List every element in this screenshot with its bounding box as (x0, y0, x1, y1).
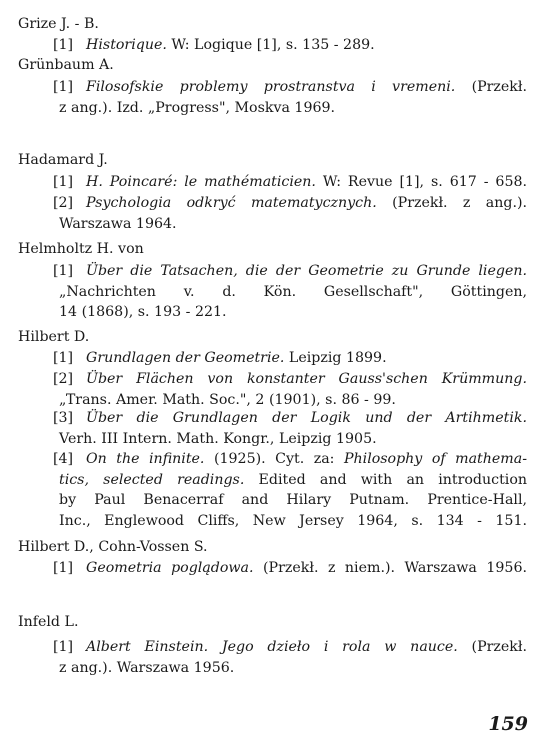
reference-line: Warszawa 1964. (59, 215, 177, 232)
reference-line: z ang.). Izd. „Progress", Moskva 1969. (59, 99, 336, 116)
reference-entry (53, 172, 527, 193)
reference-details: (Przekł. (455, 79, 528, 95)
reference-entry (53, 558, 527, 579)
reference-title: tics, selected readings. (59, 471, 245, 488)
reference-line (53, 35, 527, 56)
reference-entry (53, 408, 527, 449)
reference-entry (53, 77, 527, 118)
reference-title: Filosofskie problemy prostranstva i vremeni. (86, 79, 456, 95)
reference-line: „Trans. Amer. Math. Soc.", 2 (1901), s. 86 - 99. (59, 391, 396, 408)
reference-entry (53, 193, 527, 234)
reference-line (53, 77, 527, 98)
reference-line: „Nachrichten v. d. Kön. Gesellschaft", Göttingen, (59, 283, 527, 300)
reference-number: [1] (53, 79, 74, 95)
author-name: Hilbert D. (18, 329, 90, 345)
reference-number: [1] (53, 174, 74, 190)
reference-title: Über die Grundlagen der Logik und der Artihmetik. (86, 410, 527, 426)
reference-line (53, 261, 527, 282)
reference-details: (Przekł. (457, 639, 527, 655)
reference-line: Inc., Englewood Cliffs, New Jersey 1964, s. 134 - 151. (59, 512, 527, 529)
reference-title: Über die Tatsachen, die der Geometrie zu Grunde liegen. (86, 263, 527, 279)
reference-number: [1] (53, 37, 74, 53)
reference-line (53, 637, 527, 658)
reference-number: [2] (53, 195, 74, 211)
reference-details: W: Logique [1], s. 135 - 289. (166, 37, 375, 53)
reference-details: W: Revue [1], s. 617 - 658. (315, 174, 528, 190)
reference-line (53, 193, 527, 214)
reference-line (53, 470, 527, 491)
reference-number: [2] (53, 371, 74, 387)
reference-title: Albert Einstein. Jego dzieło i rola w nauce. (86, 639, 458, 655)
reference-details: Leipzig 1899. (284, 350, 387, 366)
reference-line (53, 449, 527, 470)
reference-title: On the infinite. (86, 451, 205, 467)
reference-number: [3] (53, 410, 74, 426)
reference-number: [1] (53, 639, 74, 655)
reference-number: [1] (53, 263, 74, 279)
reference-line: 14 (1868), s. 193 - 221. (59, 304, 227, 320)
reference-title: Philosophy of mathema- (343, 451, 527, 467)
reference-title: Grundlagen der Geometrie. (86, 350, 285, 366)
reference-title: Geometria poglądowa. (86, 560, 254, 576)
reference-entry (53, 637, 527, 678)
reference-entry (53, 35, 527, 56)
reference-title: Über Flächen von konstanter Gauss'schen Krümmung. (86, 371, 527, 387)
reference-entry (53, 348, 527, 369)
reference-title: H. Poincaré: le mathématicien. (86, 174, 316, 190)
page-number: 159 (488, 713, 528, 735)
reference-number: [1] (53, 350, 74, 366)
author-name: Grize J. - B. (18, 16, 99, 32)
reference-title: Psychologia odkryć matematycznych. (86, 195, 377, 211)
reference-details: Edited and with an introduction (244, 471, 528, 488)
reference-details: (Przekł. z ang.). (376, 195, 527, 211)
author-name: Hadamard J. (18, 152, 108, 168)
author-name: Hilbert D., Cohn-Vossen S. (18, 539, 208, 555)
reference-entry (53, 369, 527, 410)
reference-number: [4] (53, 451, 74, 467)
reference-entry (53, 261, 527, 323)
reference-details: (1925). Cyt. za: (204, 451, 344, 467)
author-name: Helmholtz H. von (18, 241, 144, 257)
reference-line (53, 348, 527, 369)
author-name: Infeld L. (18, 614, 79, 630)
reference-title: Historique. (86, 37, 167, 53)
reference-line (53, 558, 527, 579)
reference-number: [1] (53, 560, 74, 576)
reference-details: (Przekł. z niem.). Warszawa 1956. (253, 560, 527, 576)
reference-line: by Paul Benacerraf and Hilary Putnam. Prentice-Hall, (59, 492, 527, 508)
reference-line (53, 172, 527, 193)
reference-line (53, 369, 527, 390)
reference-line: Verh. III Intern. Math. Kongr., Leipzig 1905. (59, 430, 377, 447)
reference-entry (53, 449, 527, 531)
reference-line (53, 408, 527, 429)
reference-line: z ang.). Warszawa 1956. (59, 659, 235, 676)
author-name: Grünbaum A. (18, 57, 114, 73)
